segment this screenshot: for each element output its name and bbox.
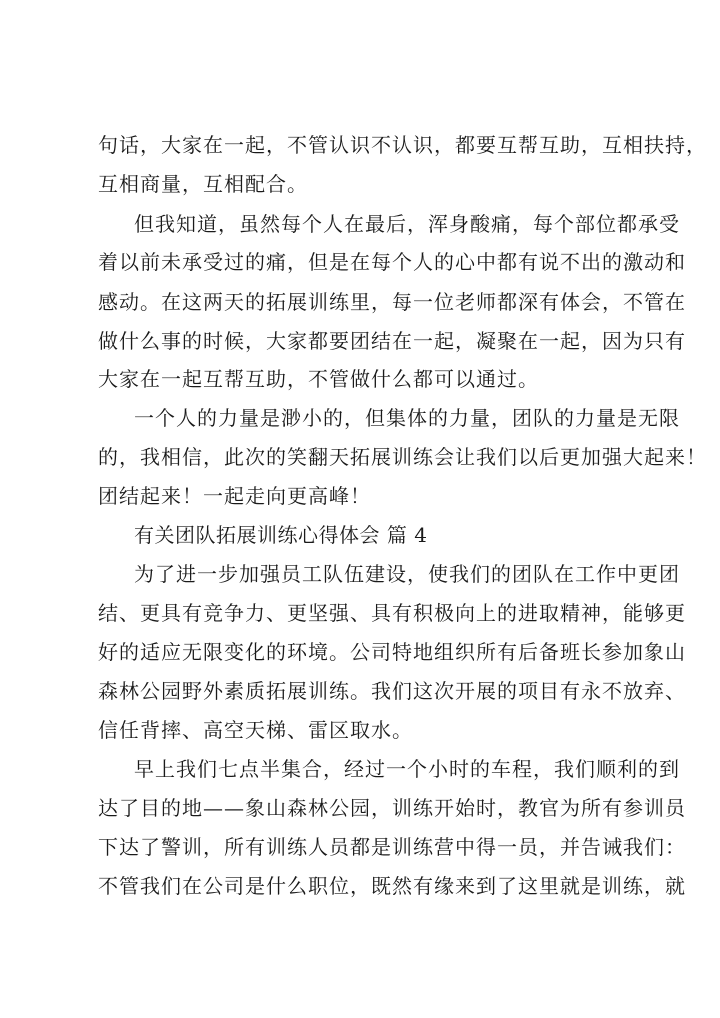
paragraph-line: 好的适应无限变化的环境。公司特地组织所有后备班长参加象山	[98, 640, 686, 664]
paragraph-line: 句话，大家在一起，不管认识不认识，都要互帮互助，互相扶持，	[98, 133, 707, 157]
paragraph-line: 森林公园野外素质拓展训练。我们这次开展的项目有永不放弃、	[98, 679, 686, 703]
paragraph-line: 结、更具有竞争力、更坚强、具有积极向上的进取精神，能够更	[98, 601, 686, 625]
paragraph-line: 达了目的地——象山森林公园，训练开始时，教官为所有参训员	[98, 796, 686, 820]
paragraph-line: 的，我相信，此次的笑翻天拓展训练会让我们以后更加强大起来！	[98, 445, 707, 469]
paragraph-line: 早上我们七点半集合，经过一个小时的车程，我们顺利的到	[134, 757, 680, 781]
paragraph-line: 但我知道，虽然每个人在最后，浑身酸痛，每个部位都承受	[134, 212, 680, 236]
paragraph-line: 大家在一起互帮互助，不管做什么都可以通过。	[98, 367, 539, 391]
paragraph-line: 互相商量，互相配合。	[98, 172, 308, 196]
section-heading: 有关团队拓展训练心得体会 篇 4	[134, 523, 428, 547]
paragraph-line: 一个人的力量是渺小的，但集体的力量，团队的力量是无限	[134, 406, 680, 430]
paragraph-line: 感动。在这两天的拓展训练里，每一位老师都深有体会，不管在	[98, 290, 686, 314]
paragraph-line: 做什么事的时候，大家都要团结在一起，凝聚在一起，因为只有	[98, 329, 686, 353]
paragraph-line: 不管我们在公司是什么职位，既然有缘来到了这里就是训练，就	[98, 874, 686, 898]
paragraph-line: 团结起来！一起走向更高峰！	[98, 484, 371, 508]
paragraph-line: 为了进一步加强员工队伍建设，使我们的团队在工作中更团	[134, 562, 680, 586]
paragraph-line: 下达了警训，所有训练人员都是训练营中得一员，并告诫我们：	[98, 835, 686, 859]
paragraph-line: 信任背摔、高空天梯、雷区取水。	[98, 718, 413, 742]
paragraph-line: 着以前未承受过的痛，但是在每个人的心中都有说不出的激动和	[98, 250, 686, 274]
